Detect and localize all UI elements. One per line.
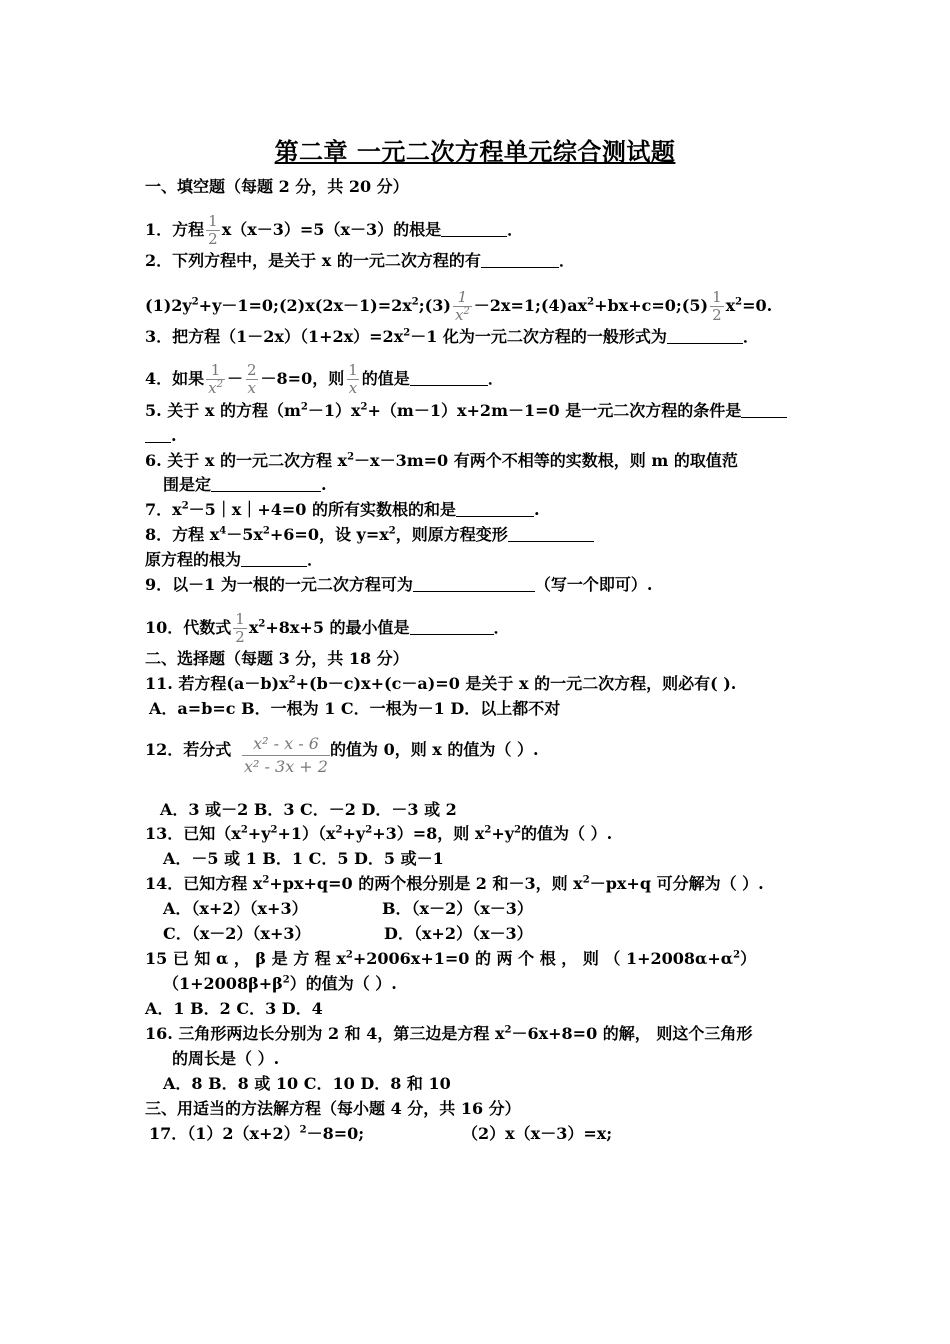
- question-13: 13．已知$(x^2+y^2+1)(x^2+y^2+3)=8$，则 $x^2+y^2$的值为（ ）.: [145, 824, 613, 843]
- answer-blank: [410, 369, 488, 386]
- page-title: 第二章 一元二次方程单元综合测试题: [274, 137, 676, 166]
- question-16-options: A．8 B．8 或 10 C．10 D．8 和 10: [163, 1074, 451, 1093]
- question-17-part-2: （2）x（x－3）=x;: [462, 1124, 613, 1143]
- question-17-part-1: 17．$(1)2(x+2)^2-8=0$;: [149, 1124, 365, 1143]
- question-14-option-b: B．（x－2）（x－3）: [382, 899, 533, 918]
- question-14-option-a: A．（x+2）（x+3）: [163, 899, 308, 918]
- fraction: $\frac{1}{x^2}$: [454, 288, 470, 324]
- question-11-options: A．a=b=c B．一根为 1 C．一根为－1 D．以上都不对: [149, 699, 561, 718]
- section-heading-fill-in: 一、填空题（每题 2 分，共 20 分）: [145, 177, 409, 196]
- question-12-continued: 的值为 0，则 x 的值为（ ）.: [330, 740, 539, 759]
- question-6-continued: 围是定 .: [163, 475, 327, 494]
- question-6: 6. 关于 x 的一元二次方程 $x^2-x-3m=0$ 有两个不相等的实数根，则 m 的取值范: [145, 451, 738, 470]
- question-14: 14．已知方程 $x^2+px+q=0$ 的两个根分别是 2 和－3，则 $x^2-px+q$ 可分解为（ ）.: [145, 874, 764, 893]
- question-10: 10．代数式 $\frac{1}{2}$ $x^2+8x+5$ 的最小值是 ．: [145, 610, 510, 646]
- section-heading-multiple-choice: 二、选择题（每题 3 分，共 18 分）: [145, 649, 409, 668]
- question-12-fraction: $\frac{\text{x² - x - 6}}{\text{x² - 3x + 2}}$: [244, 734, 328, 776]
- question-13-options: A．－5 或 1 B．1 C．5 D．5 或－1: [163, 849, 444, 868]
- answer-blank: [441, 220, 507, 237]
- fraction: $\frac{1}{2}$: [712, 288, 722, 324]
- answer-blank: [413, 575, 535, 592]
- fraction: $\frac{1}{2}$: [235, 610, 245, 646]
- question-16-continued: 的周长是（ ）.: [172, 1049, 280, 1068]
- answer-blank: [241, 550, 307, 567]
- fraction: $\frac{2}{x}$: [247, 361, 257, 397]
- question-5-continued: .: [145, 426, 177, 446]
- question-3: 3．把方程$(1-2x)(1+2x)=2x^2-1$ 化为一元二次方程的一般形式为 ．: [145, 327, 759, 346]
- question-14-option-c: C．（x－2）（x+3）: [163, 924, 311, 943]
- question-15-options: A．1 B．2 C．3 D．4: [145, 999, 323, 1018]
- section-heading-solve: 三、用适当的方法解方程（每小题 4 分，共 16 分）: [145, 1099, 521, 1118]
- answer-blank: [410, 618, 494, 635]
- answer-blank: [741, 401, 787, 418]
- question-11: 11. 若方程$(a-b)x^2+(b-c)x+(c-a)=0$ 是关于 x 的一元二次方程，则必有( ).: [145, 674, 737, 693]
- question-8: 8．方程 $x^4-5x^2+6=0$，设 $y=x^2$，则原方程变形: [145, 525, 594, 545]
- fraction: $\frac{1}{x^2}$: [208, 361, 223, 397]
- question-7: 7．$x^2-5|x|+4=0$ 的所有实数根的和是 .: [145, 500, 540, 519]
- question-1: 1．方程 $\frac{1}{2}$ x（x－3）=5（x－3）的根是 ．: [145, 212, 524, 248]
- question-15: 15 已 知 α ， β 是 方 程 $x^2+2006x+1=0$ 的 两 个 根 ， 则 （ $1+2008\alpha+\alpha^2$）: [145, 949, 757, 968]
- question-5: 5. 关于 x 的方程$(m^2-1)x^2+(m-1)x+2m-1=0$ 是一元二次方程的条件是: [145, 401, 787, 421]
- question-12: 12．若分式: [145, 740, 232, 759]
- question-8-continued: 原方程的根为 ．: [145, 550, 324, 569]
- fraction: $\frac{1}{x}$: [348, 361, 358, 397]
- question-12-options: A．3 或－2 B．3 C．－2 D．－3 或 2: [160, 800, 457, 819]
- question-14-option-d: D．（x+2）（x－3）: [384, 924, 533, 943]
- answer-blank: [508, 525, 594, 542]
- fraction: $\frac{1}{2}$: [208, 212, 218, 248]
- question-2-options: $(1)2y^2+y-1=0;(2)x(2x-1)=2x^2;(3)$ $\frac{1}{x^2}$ $-2x=1;(4)ax^2+bx+c=0;(5)$ $\frac{1}{2}$ $x^2=0$.: [145, 288, 773, 324]
- question-15-continued: $(1+2008\beta+\beta^2)$的值为（ ）.: [163, 974, 397, 993]
- answer-blank: [481, 251, 559, 268]
- question-4: 4．如果 $\frac{1}{x^2}$ － $\frac{2}{x}$ －8=0，则 $\frac{1}{x}$ 的值是 ．: [145, 361, 504, 397]
- answer-blank: [456, 500, 534, 517]
- question-16: 16. 三角形两边长分别为 2 和 4，第三边是方程 $x^2-6x+8=0$ 的解， 则这个三角形: [145, 1024, 753, 1043]
- answer-blank: [145, 426, 171, 443]
- question-2: 2．下列方程中，是关于 x 的一元二次方程的有 ．: [145, 251, 575, 270]
- answer-blank: [211, 475, 321, 492]
- answer-blank: [667, 327, 743, 344]
- question-9: 9．以－1 为一根的一元二次方程可为 （写一个即可）.: [145, 575, 653, 594]
